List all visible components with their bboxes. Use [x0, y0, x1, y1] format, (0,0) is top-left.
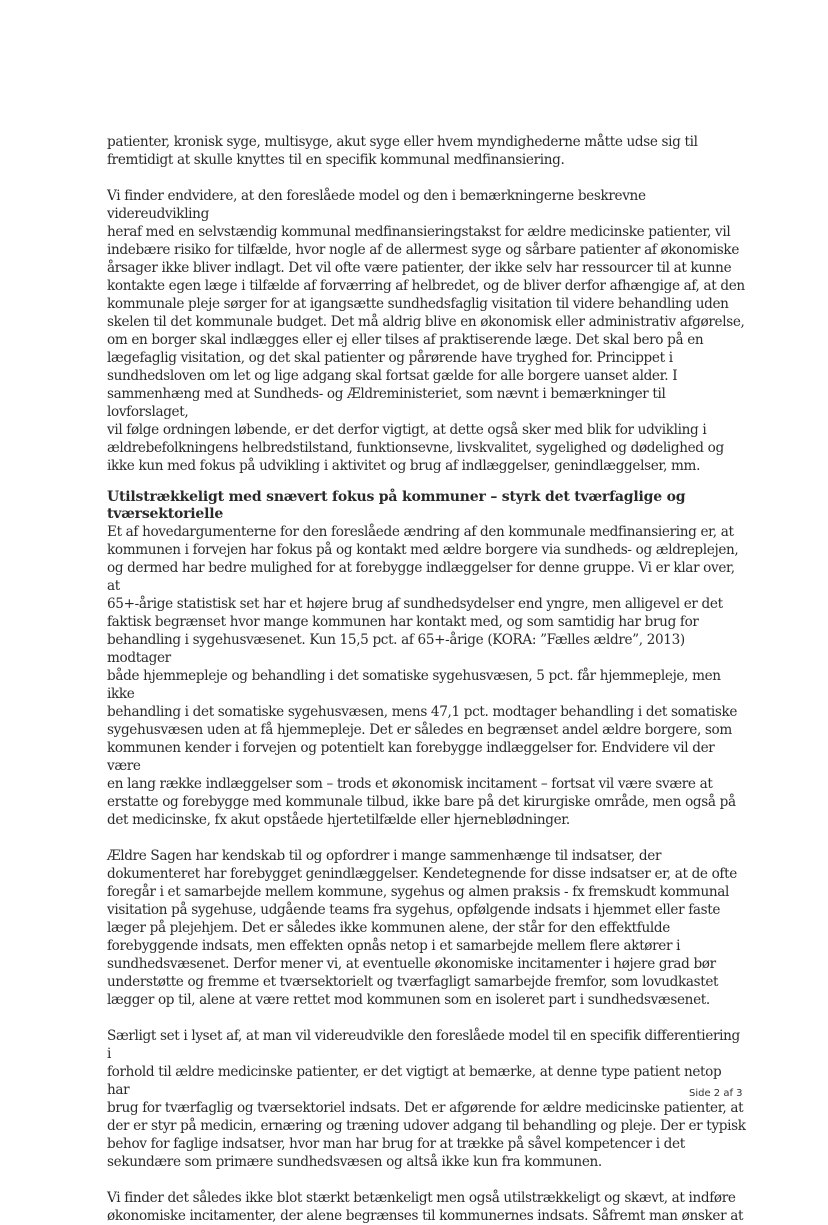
paragraph-special: Særligt set i lyset af, at man vil videreudvikle den foreslåede model til en specifik differentiering i forhold til ældre medicinske patienter, er det vigtigt at bemærke, at denne type patient netop har brug for tværfaglig og tværsektoriel indsats. Det er afgørende for ældre medicinske patienter, at der er styr på medicin, ernæring og træning udover adgang til behandling og pleje. Der er typisk behov for faglige indsatser, hvor man har brug for at trække på såvel kompetencer i det sekundære som primære sundhedsvæsen og altså ikke kun fra kommunen.	[107, 1028, 746, 1170]
document-body	[107, 133, 747, 1225]
page-number: Side 2 af 3	[689, 1088, 743, 1099]
section-heading: Utilstrækkeligt med snævert fokus på kommuner – styrk det tværfaglige og tværsektorielle	[107, 489, 686, 522]
paragraph-argument: Et af hovedargumenterne for den foreslåede ændring af den kommunale medfinansiering er, at kommunen i forvejen har fokus på og kontakt med ældre borgere via sundheds- og ældreplejen, og dermed har bedre mulighed for at forebygge indlæggelser for denne gruppe. Vi er klar over, at 65+-årige statistisk set har et højere brug af sundhedsydelser end yngre, men alligevel er det faktisk begrænset hvor mange kommunen har kontakt med, og som samtidig har brug for behandling i sygehusvæsenet. Kun 15,5 pct. af 65+-årige (KORA: ”Fælles ældre”, 2013) modtager både hjemmepleje og behandling i det somatiske sygehusvæsen, 5 pct. får hjemmepleje, men ikke behandling i det somatiske sygehusvæsen, mens 47,1 pct. modtager behandling i det somatiske sygehusvæsen uden at få hjemmepleje. Det er således en begrænset andel ældre borgere, som kommunen kender i forvejen og potentielt kan forebygge indlæggelser for. Endvidere vil der være en lang række indlæggelser som – trods et økonomisk incitament – fortsat vil være svære at erstatte og forebygge med kommunale tilbud, ikke bare på det kirurgiske område, men også på det medicinske, fx akut opståede hjertetilfælde eller hjerneblødninger.	[107, 524, 739, 828]
paragraph-aeldre-sagen: Ældre Sagen har kendskab til og opfordrer i mange sammenhænge til indsatser, der dokumenteret har forebygget genindlæggelser. Kendetegnende for disse indsatser er, at de ofte foregår i et samarbejde mellem kommune, sygehus og almen praksis - fx fremskudt kommunal visitation på sygehuse, udgående teams fra sygehus, opfølgende indsats i hjemmet eller faste læger på plejehjem. Det er således ikke kommunen alene, der står for den effektfulde forebyggende indsats, men effekten opnås netop i et samarbejde mellem flere aktører i sundhedsvæsenet. Derfor mener vi, at eventuelle økonomiske incitamenter i højere grad bør understøtte og fremme et tværsektorielt og tværfagligt samarbejde fremfor, som lovudkastet lægger op til, alene at være rettet mod kommunen som en isoleret part i sundhedsvæsenet.	[107, 848, 737, 1008]
paragraph-risk: Vi finder endvidere, at den foreslåede model og den i bemærkningerne beskrevne videreudvikling heraf med en selvstændig kommunal medfinansieringstakst for ældre medicinske patienter, vil indebære risiko for tilfælde, hvor nogle af de allermest syge og sårbare patienter af økonomiske årsager ikke bliver indlagt. Det vil ofte være patienter, der ikke selv har ressourcer til at kunne kontakte egen læge i tilfælde af forværring af helbredet, og de bliver derfor afhængige af, at den kommunale pleje sørger for at igangsætte sundhedsfaglig visitation til videre behandling uden skelen til det kommunale budget. Det må aldrig blive en økonomisk eller administrativ afgørelse, om en borger skal indlægges eller ej eller tilses af praktiserende læge. Det skal bero på en lægefaglig visitation, og det skal patienter og pårørende have tryghed for. Princippet i sundhedsloven om let og lige adgang skal fortsat gælde for alle borgere uanset alder. I sammenhæng med at Sundheds- og Ældreministeriet, som nævnt i bemærkninger til lovforslaget, vil følge ordningen løbende, er det derfor vigtigt, at dette også sker med blik for udvikling i ældrebefolkningens helbredstilstand, funktionsevne, livskvalitet, sygelighed og dødelighed og ikke kun med fokus på udvikling i aktivitet og brug af indlæggelser, genindlæggelser, mm.	[107, 188, 745, 474]
paragraph-intro: patienter, kronisk syge, multisyge, akut syge eller hvem myndighederne måtte udse sig til fremtidigt at skulle knyttes til en specifik kommunal medfinansiering.	[107, 134, 698, 168]
paragraph-final: Vi finder det således ikke blot stærkt betænkeligt men også utilstrækkeligt og skævt, at indføre økonomiske incitamenter, der alene begrænses til kommunernes indsats. Såfremt man ønsker at	[107, 1190, 744, 1224]
